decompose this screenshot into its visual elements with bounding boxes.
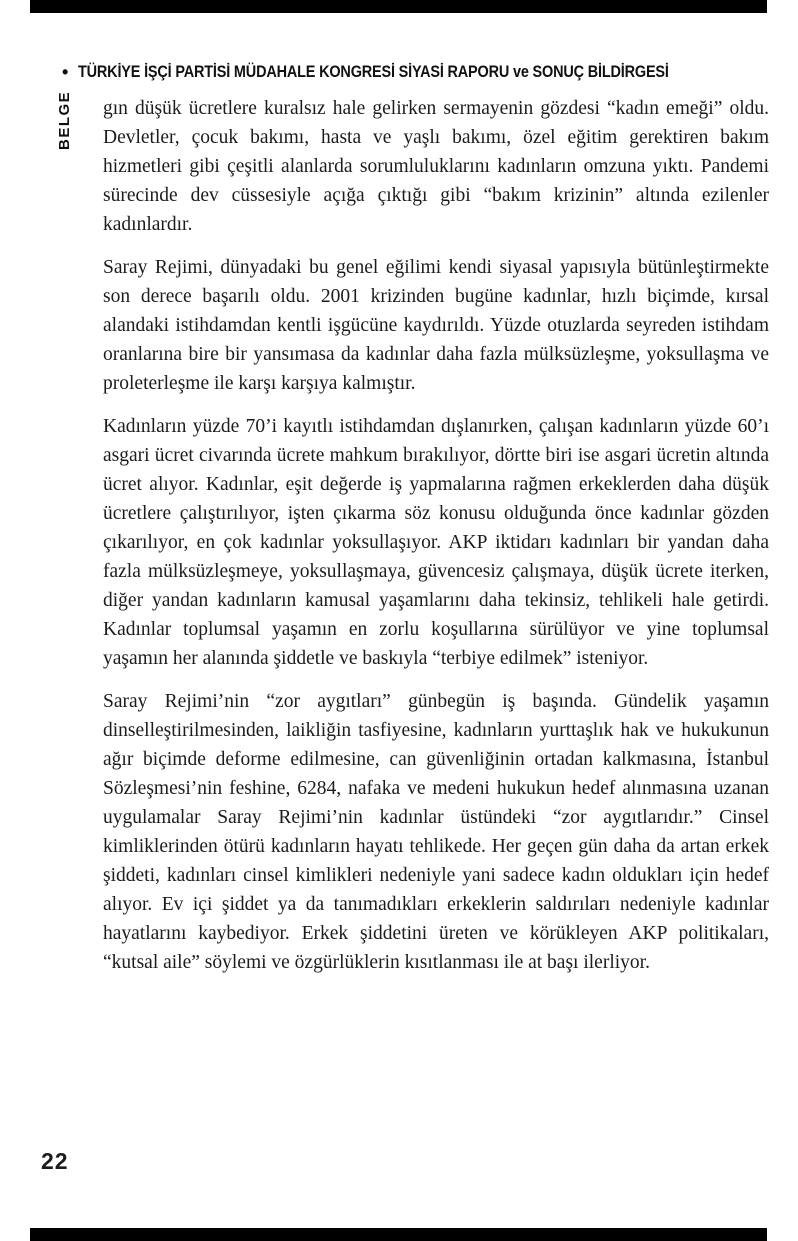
running-header-title: TÜRKİYE İŞÇİ PARTİSİ MÜDAHALE KONGRESİ SİYASİ RAPORU ve SONUÇ BİLDİRGESİ <box>78 62 670 81</box>
paragraph: gın düşük ücretlere kuralsız hale gelirken sermayenin gözdesi “kadın emeği” oldu. Devletler, çocuk bakımı, hasta ve yaşlı bakımı, özel eğitim gerektiren bakım hizmetleri gibi çeşitli alanlarda sorumluluklarını kadınların omzuna yıktı. Pandemi sürecinde dev cüssesiyle açığa çıktığı gibi “bakım krizinin” altında ezilenler kadınlardır. <box>103 98 769 235</box>
body-text <box>103 94 769 991</box>
page-number: 22 <box>41 1148 69 1174</box>
top-rule <box>30 0 767 13</box>
bullet-icon: • <box>62 62 69 83</box>
paragraph: Kadınların yüzde 70’i kayıtlı istihdamdan dışlanırken, çalışan kadınların yüzde 60’ı asgari ücret civarında ücrete mahkum bırakılıyor, dörtte biri ise asgari ücretin altında ücret alıyor. Kadınlar, eşit değerde iş yapmalarına rağmen erkeklerden daha düşük ücretlere çalıştırılıyor, işten çıkarma söz konusu olduğunda önce kadınlar gözden çıkarılıyor, en çok kadınlar yoksullaşıyor. AKP iktidarı kadınları bir yandan daha fazla mülksüzleşmeye, yoksullaşmaya, güvencesiz çalışmaya, düşük ücrete iterken, diğer yandan kadınların kamusal yaşamlarını daha tekinsiz, tehlikeli hale getirdi. Kadınlar toplumsal yaşamın en zorlu koşullarına sürülüyor ve yine toplumsal yaşamın her alanında şiddetle ve baskıyla “terbiye edilmek” isteniyor. <box>103 416 769 669</box>
page-header <box>62 62 782 82</box>
side-label-belge: BELGE <box>56 90 73 150</box>
paragraph: Saray Rejimi’nin “zor aygıtları” günbegün iş başında. Gündelik yaşamın dinselleştirilmesinden, laikliğin tasfiyesine, kadınların yurttaşlık hak ve hukukunun ağır biçimde deforme edilmesine, can güvenliğinin ortadan kalkmasına, İstanbul Sözleşmesi’nin feshine, 6284, nafaka ve medeni hukukun hedef alınmasına uzanan uygulamalar Saray Rejimi’nin kadınlar üstündeki “zor aygıtlarıdır.” Cinsel kimliklerinden ötürü kadınların hayatı tehlikede. Her geçen gün daha da artan erkek şiddeti, kadınları cinsel kimlikleri nedeniyle yani sadece kadın oldukları için hedef alıyor. Ev içi şiddet ya da tanımadıkları erkeklerin saldırıları nedeniyle kadınlar hayatlarını kaybediyor. Erkek şiddetini üreten ve körükleyen AKP politikaları, “kutsal aile” söylemi ve özgürlüklerin kısıtlanması ile at başı ilerliyor. <box>103 691 769 973</box>
paragraph: Saray Rejimi, dünyadaki bu genel eğilimi kendi siyasal yapısıyla bütünleştirmekte son derece başarılı oldu. 2001 krizinden bugüne kadınlar, hızlı biçimde, kırsal alandaki istihdamdan kentli işgücüne kaydırıldı. Yüzde otuzlarda seyreden istihdam oranlarına bire bir yansımasa da kadınlar daha fazla mülksüzleşme, yoksullaşma ve proleterleşme ile karşı karşıya kalmıştır. <box>103 257 769 394</box>
bottom-rule <box>30 1228 767 1241</box>
